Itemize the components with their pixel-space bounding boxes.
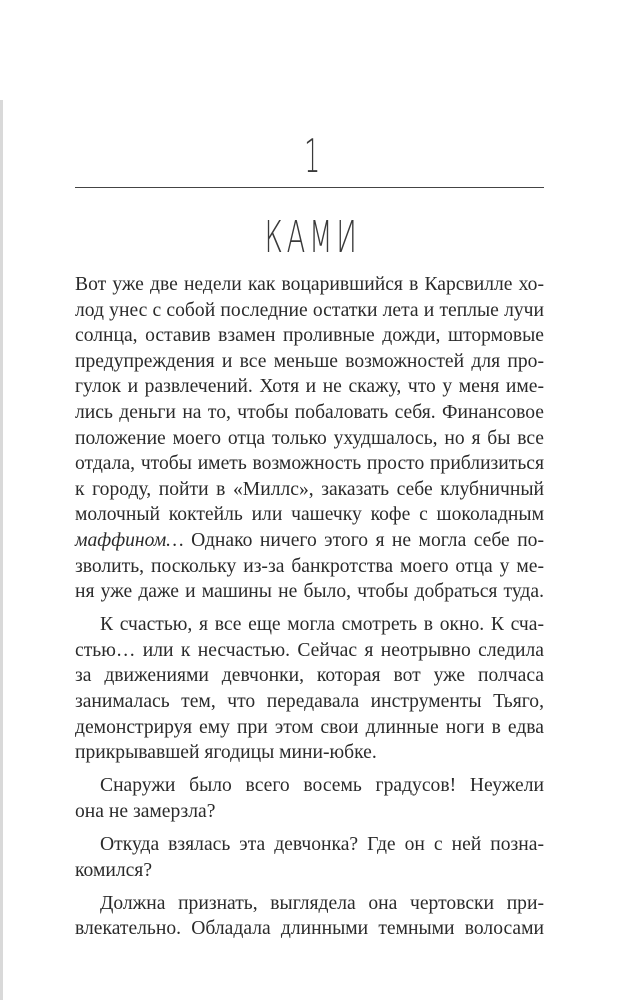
paragraph-2 [75, 612, 544, 766]
paragraph-5 [75, 891, 544, 942]
text-line: стью… или к несчастью. Сейчас я неотрывно следила [75, 639, 544, 661]
paragraph-3 [75, 773, 544, 824]
text-line: занималась тем, что передавала инструменты Тьяго, [75, 691, 544, 712]
text-line: она не замерзла? [75, 800, 216, 822]
text-line: демонстрируя ему при этом свои длинные ноги в едва [75, 716, 544, 738]
text-line: Вот уже две недели как воцарившийся в Карсвилле хо- [75, 274, 544, 295]
chapter-title: КАМИ [264, 212, 361, 263]
text-line: за движениями девчонки, которая вот уже полчаса [75, 665, 544, 687]
text-segment: Однако ничего этого я не могла себе по- [183, 529, 544, 551]
body-text [75, 272, 544, 942]
text-line: К счастью, я все еще могла смотреть в окно. К сча- [100, 614, 544, 636]
text-line: предупреждения и все меньше возможностей для про- [75, 350, 544, 372]
text-line: лод унес с собой последние остатки лета и теплые лучи [75, 299, 544, 321]
text-line: влекательно. Обладала длинными темными волосами [75, 918, 544, 940]
paragraph-1 [75, 272, 544, 605]
text-line: комился? [75, 859, 153, 881]
italic-word: маффином… [75, 529, 184, 551]
text-line: лись деньги на то, чтобы побаловать себя. Финансовое [75, 401, 544, 423]
paragraph-4 [75, 832, 544, 883]
text-line: прикрывавшей ягодицы мини-юбке. [75, 742, 377, 764]
text-line: отдала, чтобы иметь возможность просто приблизиться [75, 453, 544, 475]
chapter-number: 1 [304, 129, 321, 183]
chapter-divider [75, 187, 544, 188]
text-line: молочный коктейль или чашечку кофе с шоколадным [75, 504, 544, 526]
text-line: Должна признать, выглядела она чертовски при- [100, 892, 544, 914]
text-line: Откуда взялась эта девчонка? Где он с ней позна- [100, 833, 544, 855]
text-line: ня уже даже и машины не было, чтобы добраться туда. [75, 581, 544, 603]
text-line: Снаружи было всего восемь градусов! Неужели [100, 775, 544, 797]
text-line: гулок и развлечений. Хотя и не скажу, что у меня име- [75, 376, 544, 398]
text-line: солнца, оставив взамен проливные дожди, штормовые [75, 325, 544, 347]
text-line: положение моего отца только ухудшалось, но я бы все [75, 427, 544, 449]
page-left-edge [0, 100, 3, 1000]
text-line: к городу, пойти в «Миллс», заказать себе клубничный [75, 478, 544, 500]
text-line-italic [75, 528, 544, 554]
text-line: зволить, поскольку из-за банкротства моего отца у ме- [75, 555, 544, 577]
